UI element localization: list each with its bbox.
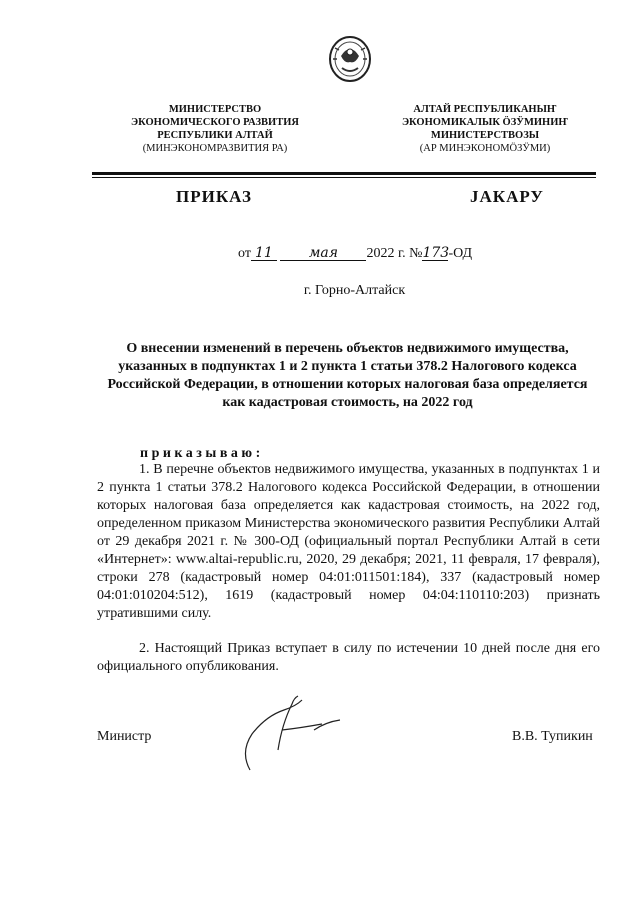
doc-type-altai: JАКАРУ (470, 187, 544, 206)
date-prefix: от (238, 246, 251, 261)
header-line: АЛТАЙ РЕСПУБЛИКАНЫҤ (413, 104, 557, 115)
header-line: (АР МИНЭКОНОМӦЗӰМИ) (419, 143, 551, 154)
ministry-header-russian (95, 103, 335, 155)
handwritten-signature-icon (222, 694, 342, 772)
header-line: МИНИСТЕРСТВО (168, 104, 262, 115)
header-divider-thick (92, 172, 596, 175)
header-line: (МИНЭКОНОМРАЗВИТИЯ РА) (142, 143, 288, 154)
document-title: О внесении изменений в перечень объектов недвижимого имущества, указанных в подпунктах 1 и 2 пункта 1 статьи 378.2 Налогового кодекса Российской Федерации, в отношении которых налоговая база определяется как кадастровая стоимость, на 2022 год (107, 341, 588, 410)
header-divider-thin (92, 177, 596, 178)
date-year: 2022 г. № (366, 246, 423, 261)
header-line: ЭКОНОМИКАЛЫК ӦЗӰМИНИҤ (401, 117, 569, 128)
header-line: ЭКОНОМИЧЕСКОГО РАЗВИТИЯ (131, 117, 299, 128)
header-line: МИНИСТЕРСТВОЗЫ (430, 130, 540, 141)
handwritten-day: 11 (251, 246, 277, 261)
handwritten-month: мая (280, 246, 366, 261)
signatory-name: В.В. Тупикин (512, 729, 593, 744)
date-number-line (238, 246, 472, 262)
header-line: РЕСПУБЛИКИ АЛТАЙ (157, 130, 273, 141)
paragraph-2: 2. Настоящий Приказ вступает в силу по истечении 10 дней после дня его официального опубликования. (97, 641, 600, 674)
paragraph-1: 1. В перечне объектов недвижимого имущества, указанных в подпунктах 1 и 2 пункта 1 статьи 378.2 Налогового кодекса Российской Федерации, в отношении которых налоговая база определяется как кадастровая стоимость, на 2022 год, определенном приказом Министерства экономического развития Республики Алтай от 29 декабря 2021 г. № 300-ОД (официальный портал Республики Алтай в сети «Интернет»: www.altai-republic.ru, 2020, 29 декабря; 2021, 11 февраля, 17 февраля), строки 278 (кадастровый номер 04:01:011501:184), 337 (кадастровый номер 04:01:010204:512), 1619 (кадастровый номер 04:04:110110:203) признать утратившими силу. (97, 462, 600, 621)
signatory-position: Министр (97, 729, 152, 744)
ministry-header-altai (375, 103, 595, 155)
handwritten-order-number: 173 (422, 245, 450, 261)
coat-of-arms-icon (327, 34, 373, 84)
doc-type-russian: ПРИКАЗ (176, 187, 252, 206)
order-suffix: -ОД (448, 246, 473, 261)
city: г. Горно-Алтайск (303, 283, 406, 298)
order-word: приказываю: (140, 446, 264, 461)
